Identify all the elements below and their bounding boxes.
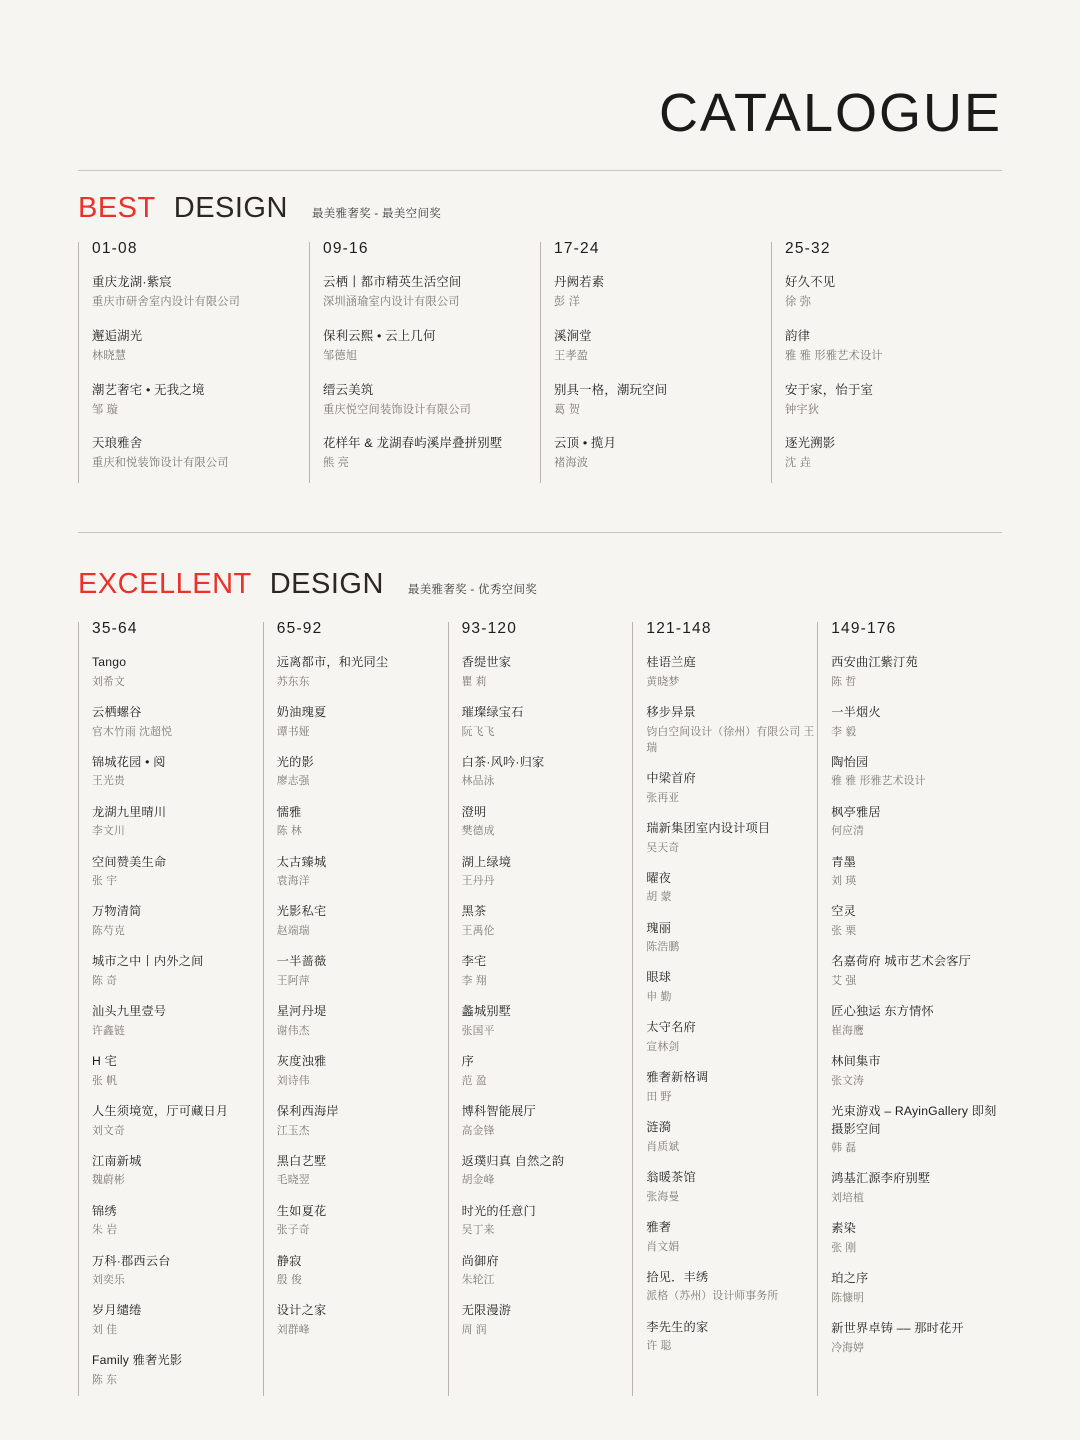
list-item [92, 1053, 263, 1089]
entry-author: 张国平 [461, 1024, 495, 1037]
entry-title: 静寂 [276, 1253, 302, 1268]
divider-top [78, 170, 1002, 171]
entry-title: 移步异景 [646, 704, 696, 719]
entry-author: 赵端瑞 [276, 925, 310, 938]
list-item [831, 804, 1002, 840]
entry-author: 王孝盈 [554, 349, 589, 362]
entry-author: 官木竹雨 沈超悦 [92, 725, 173, 738]
list-item [323, 274, 540, 311]
entry-title: 好久不见 [785, 275, 836, 289]
entry-title: 星河丹堤 [276, 1004, 327, 1019]
entry-title: 云栖螺谷 [92, 704, 142, 719]
entry-author: 张再亚 [646, 791, 680, 804]
list-item [462, 903, 633, 939]
entry-title: Tango [92, 655, 127, 669]
list-item [831, 903, 1002, 939]
list-item [831, 1053, 1002, 1089]
entry-author: 樊德成 [461, 825, 495, 838]
entry-author: 廖志强 [276, 775, 310, 788]
list-item [785, 328, 1002, 365]
entry-title: 韵律 [785, 328, 811, 343]
list-item [646, 1219, 817, 1255]
section-subtitle-best: 最美雅奢奖 - 最美空间奖 [311, 208, 442, 220]
list-item [277, 1053, 448, 1089]
list-item [277, 754, 448, 790]
entry-title: 太守名府 [646, 1020, 696, 1035]
entry-title: 青墨 [831, 854, 856, 869]
entry-author: 陈 东 [92, 1373, 118, 1386]
list-item [646, 1169, 817, 1205]
list-item [277, 953, 448, 989]
list-item [831, 1103, 1002, 1157]
entry-title: 别具一格，潮玩空间 [554, 382, 668, 397]
entry-author: 宣林剑 [646, 1041, 680, 1053]
list-item [831, 754, 1002, 790]
list-item [462, 754, 633, 790]
list-item [554, 435, 771, 472]
entry-title: 瑰丽 [646, 920, 672, 935]
entry-author: 张 栗 [831, 925, 857, 938]
list-item [462, 704, 633, 740]
list-item [277, 1302, 448, 1338]
entry-title: 设计之家 [276, 1303, 327, 1318]
page-title: CATALOGUE [658, 83, 1002, 143]
list-item [323, 435, 540, 472]
list-item [462, 804, 633, 840]
list-item [831, 854, 1002, 890]
excellent-design-columns [78, 620, 1002, 1402]
entry-author: 毛晓翌 [276, 1174, 310, 1187]
entry-author: 胡 蒙 [646, 891, 672, 904]
entry-title: 无限漫游 [461, 1303, 512, 1318]
entry-title: 丹阙若素 [554, 275, 605, 289]
entry-author: 林晓慧 [92, 349, 127, 362]
entry-author: 高金锋 [461, 1124, 495, 1137]
list-item [462, 1103, 633, 1139]
entry-author: 陈 林 [276, 825, 302, 838]
entry-author: 田 野 [646, 1090, 672, 1103]
entry-author: 重庆市研舍室内设计有限公司 [92, 295, 241, 308]
entry-author: 葛 贺 [554, 403, 581, 416]
entry-author: 钟宇狄 [785, 403, 820, 416]
list-item [92, 435, 309, 472]
entry-title: 林间集市 [831, 1054, 881, 1068]
list-item [785, 274, 1002, 311]
list-item [554, 328, 771, 365]
list-item [831, 953, 1002, 989]
entry-author: 袁海洋 [276, 875, 310, 888]
entry-title: Family 雅奢光影 [92, 1353, 183, 1368]
list-item [831, 654, 1002, 690]
entry-title: 序 [461, 1054, 474, 1068]
entry-author: 阮飞飞 [461, 725, 495, 738]
column-range: 93-120 [461, 620, 518, 637]
entry-author: 刘群峰 [276, 1324, 310, 1337]
entry-title: 锦城花园 • 阅 [92, 754, 166, 769]
list-item [92, 804, 263, 840]
entry-author: 派格（苏州）设计师事务所 [646, 1290, 779, 1303]
list-item [92, 704, 263, 740]
entry-title: 光束游戏 – RAyinGallery 即刻摄影空间 [831, 1103, 997, 1136]
entry-title: 雅奢 [646, 1219, 672, 1234]
column-09-16 [309, 240, 540, 489]
section-subtitle-excellent: 最美雅奢奖 - 优秀空间奖 [407, 584, 538, 596]
list-item [646, 654, 817, 690]
entry-author: 韩 磊 [831, 1142, 857, 1155]
entry-title: 枫亭雅居 [831, 804, 881, 819]
list-item [831, 704, 1002, 740]
list-item [92, 1153, 263, 1189]
section-word-design: DESIGN [173, 192, 288, 224]
entry-title: 瑞新集团室内设计项目 [646, 820, 771, 835]
column-65-92 [263, 620, 448, 1402]
column-93-120 [448, 620, 633, 1402]
entry-author: 魏蔚彬 [92, 1174, 125, 1187]
list-item [831, 1170, 1002, 1206]
section-word-excellent: EXCELLENT [78, 568, 252, 600]
entry-title: 保利西海岸 [276, 1103, 339, 1118]
entry-title: 拾见．丰绣 [646, 1269, 709, 1284]
entry-author: 王禹伦 [461, 925, 495, 938]
list-item [92, 854, 263, 890]
entry-author: 江玉杰 [276, 1124, 310, 1137]
entry-author: 重庆悦空间装饰设计有限公司 [323, 403, 472, 416]
column-range: 65-92 [276, 620, 323, 637]
section-word-design: DESIGN [269, 568, 384, 600]
entry-author: 黄晓梦 [646, 675, 680, 688]
entry-title: 一半烟火 [831, 704, 881, 719]
entry-title: 李宅 [461, 954, 487, 969]
list-item [92, 953, 263, 989]
entry-title: 缙云美筑 [323, 382, 374, 397]
entry-author: 张 帆 [92, 1074, 118, 1087]
entry-title: 云顶 • 揽月 [554, 436, 617, 451]
entry-author: 李文川 [92, 825, 125, 838]
entry-title: 花样年 & 龙湖春屿溪岸叠拼别墅 [323, 436, 503, 451]
entry-author: 刘 瑛 [831, 875, 857, 888]
list-item [277, 1203, 448, 1239]
list-item [277, 903, 448, 939]
entry-title: 雅奢新格调 [646, 1070, 709, 1085]
list-item [646, 870, 817, 906]
entry-author: 陈芍克 [92, 925, 125, 938]
entry-author: 王光贵 [92, 775, 125, 788]
list-item [277, 1253, 448, 1289]
list-item [92, 1302, 263, 1338]
list-item [462, 654, 633, 690]
entry-author: 李 翔 [461, 974, 487, 987]
entry-title: 李先生的家 [646, 1319, 709, 1334]
entry-title: 保利云熙 • 云上几何 [323, 328, 436, 343]
list-item [554, 382, 771, 419]
entry-author: 林品泳 [461, 775, 495, 788]
entry-author: 何应清 [831, 825, 865, 838]
column-range: 149-176 [831, 620, 897, 637]
list-item [92, 1003, 263, 1039]
entry-title: 龙湖九里晴川 [92, 804, 167, 819]
entry-author: 瞿 莉 [461, 675, 487, 688]
entry-title: 蠡城别墅 [461, 1004, 512, 1019]
entry-author: 刘文奇 [92, 1124, 125, 1137]
entry-title: 新世界卓铸 –– 那时花开 [831, 1321, 964, 1336]
list-item [462, 953, 633, 989]
entry-author: 殷 俊 [276, 1274, 302, 1287]
entry-title: 空间赞美生命 [92, 854, 167, 869]
entry-author: 刘诗伟 [276, 1074, 310, 1087]
best-design-columns [78, 240, 1002, 489]
column-range: 25-32 [785, 240, 831, 257]
entry-title: 万科·郡西云台 [92, 1253, 171, 1268]
list-item [92, 1253, 263, 1289]
entry-title: 人生须境宽，厅可藏日月 [92, 1103, 229, 1118]
section-word-best: BEST [78, 192, 156, 224]
list-item [785, 382, 1002, 419]
entry-title: 锦绣 [92, 1203, 117, 1218]
list-item [277, 704, 448, 740]
entry-author: 深圳涵瑜室内设计有限公司 [323, 295, 460, 308]
entry-author: 刘奕乐 [92, 1274, 125, 1287]
entry-title: 时光的任意门 [461, 1203, 536, 1218]
entry-author: 彭 洋 [554, 295, 581, 308]
entry-author: 吴丁来 [461, 1224, 495, 1237]
entry-author: 钧白空间设计（徐州）有限公司 王 瑞 [646, 725, 815, 754]
entry-author: 雅 雅 形雅艺术设计 [831, 775, 926, 788]
list-item [646, 704, 817, 756]
entry-title: 珀之序 [831, 1271, 869, 1286]
list-item [277, 1153, 448, 1189]
entry-title: 灰度浊雅 [276, 1054, 327, 1068]
entry-author: 吴天奇 [646, 841, 680, 854]
entry-author: 徐 弥 [785, 295, 812, 308]
list-item [92, 754, 263, 790]
entry-title: 太古臻城 [276, 854, 327, 869]
list-item [92, 654, 263, 690]
entry-author: 艾 强 [831, 974, 857, 987]
entry-title: 返璞归真 自然之韵 [461, 1153, 565, 1168]
entry-author: 肖质斌 [646, 1140, 680, 1153]
entry-title: 湖上绿境 [461, 854, 512, 869]
list-item [277, 1003, 448, 1039]
entry-author: 邹 璇 [92, 403, 119, 416]
entry-title: 涟漪 [646, 1120, 672, 1135]
entry-title: 懦雅 [276, 804, 302, 819]
column-range: 09-16 [323, 240, 369, 257]
column-range: 17-24 [554, 240, 600, 257]
entry-title: 远离都市，和光同尘 [276, 655, 389, 669]
entry-author: 陈慷明 [831, 1291, 865, 1304]
entry-author: 陈 奇 [92, 974, 118, 987]
entry-author: 刘培植 [831, 1192, 865, 1205]
list-item [462, 854, 633, 890]
entry-author: 熊 亮 [323, 457, 350, 470]
entry-title: 岁月缱绻 [92, 1303, 142, 1318]
entry-title: 香缇世家 [461, 655, 512, 669]
list-item [462, 1153, 633, 1189]
column-25-32 [771, 240, 1002, 489]
divider-middle [78, 532, 1002, 533]
entry-author: 谢伟杰 [276, 1024, 310, 1037]
list-item [462, 1053, 633, 1089]
list-item [646, 969, 817, 1005]
entry-title: 安于家，怡于室 [785, 382, 874, 397]
list-item [92, 1203, 263, 1239]
entry-author: 胡金峰 [461, 1174, 495, 1187]
column-range: 01-08 [92, 240, 138, 257]
entry-author: 张海曼 [646, 1190, 680, 1203]
list-item [462, 1203, 633, 1239]
list-item [277, 854, 448, 890]
list-item [462, 1302, 633, 1338]
entry-title: 眼球 [646, 970, 672, 985]
entry-author: 谭书娅 [276, 725, 310, 738]
list-item [646, 1319, 817, 1355]
entry-title: 中梁首府 [646, 770, 696, 785]
entry-author: 朱 岩 [92, 1224, 118, 1237]
entry-title: 天琅雅舍 [92, 436, 143, 451]
entry-author: 邹德旭 [323, 349, 358, 362]
entry-author: 朱轮江 [461, 1274, 495, 1287]
entry-author: 申 勤 [646, 991, 672, 1004]
entry-author: 崔海鹰 [831, 1024, 865, 1037]
entry-author: 张 宇 [92, 875, 118, 888]
list-item [831, 1220, 1002, 1256]
entry-title: 白茶·风吟·归家 [461, 754, 545, 769]
entry-title: 空灵 [831, 904, 856, 919]
entry-title: 曜夜 [646, 870, 672, 885]
list-item [646, 770, 817, 806]
entry-author: 许鑫链 [92, 1024, 125, 1037]
entry-title: 西安曲江紫汀苑 [831, 655, 918, 669]
list-item [92, 1352, 263, 1388]
entry-title: 云栖丨都市精英生活空间 [323, 275, 462, 289]
entry-title: 博科智能展厅 [461, 1103, 536, 1118]
entry-title: 光影私宅 [276, 904, 327, 919]
entry-title: 素染 [831, 1221, 856, 1236]
list-item [831, 1320, 1002, 1356]
entry-title: 璀璨绿宝石 [461, 704, 524, 719]
list-item [92, 1103, 263, 1139]
entry-author: 张 刚 [831, 1242, 857, 1254]
entry-title: 生如夏花 [276, 1203, 327, 1218]
entry-title: 邂逅湖光 [92, 328, 143, 343]
entry-author: 范 盈 [461, 1074, 487, 1087]
entry-author: 李 毅 [831, 725, 857, 738]
list-item [646, 1269, 817, 1305]
column-range: 121-148 [646, 620, 712, 637]
entry-author: 冷海婷 [831, 1341, 865, 1354]
section-heading-excellent-design [78, 568, 537, 601]
entry-author: 刘 佳 [92, 1324, 118, 1337]
column-35-64 [78, 620, 263, 1402]
entry-title: 黑茶 [461, 904, 487, 919]
list-item [277, 1103, 448, 1139]
column-17-24 [540, 240, 771, 489]
list-item [646, 820, 817, 856]
entry-title: 重庆龙湖·紫宸 [92, 275, 172, 289]
column-149-176 [817, 620, 1002, 1402]
column-range: 35-64 [92, 620, 138, 637]
entry-title: 万物清简 [92, 904, 142, 919]
entry-title: 鸿基汇源李府别墅 [831, 1171, 931, 1186]
entry-title: 汕头九里壹号 [92, 1004, 167, 1019]
entry-title: 逐光溯影 [785, 436, 836, 451]
entry-title: 一半蔷薇 [276, 954, 327, 969]
list-item [92, 382, 309, 419]
list-item [646, 1119, 817, 1155]
entry-author: 王丹丹 [461, 875, 495, 888]
list-item [646, 1019, 817, 1055]
entry-title: 名嘉荷府 城市艺术会客厅 [831, 954, 972, 969]
section-heading-best-design [78, 192, 441, 225]
entry-title: 光的影 [276, 754, 314, 769]
column-121-148 [632, 620, 817, 1402]
entry-title: 尚御府 [461, 1253, 499, 1268]
list-item [323, 382, 540, 419]
entry-title: 江南新城 [92, 1153, 142, 1168]
list-item [785, 435, 1002, 472]
list-item [277, 804, 448, 840]
entry-title: 翁暖茶馆 [646, 1169, 696, 1184]
entry-author: 肖文娟 [646, 1240, 680, 1253]
entry-author: 周 润 [461, 1324, 487, 1337]
entry-author: 陈浩鹏 [646, 941, 680, 954]
entry-author: 陈 哲 [831, 675, 857, 688]
list-item [831, 1003, 1002, 1039]
entry-title: 黑白艺墅 [276, 1153, 327, 1168]
entry-author: 张子奇 [276, 1224, 310, 1237]
entry-author: 王阿萍 [276, 974, 310, 987]
entry-title: 溪涧堂 [554, 328, 592, 343]
entry-author: 刘希文 [92, 675, 125, 688]
column-01-08 [78, 240, 309, 489]
entry-author: 雅 雅 形雅艺术设计 [785, 349, 883, 362]
list-item [462, 1253, 633, 1289]
entry-title: 桂语兰庭 [646, 655, 696, 669]
entry-title: 潮艺奢宅 • 无我之境 [92, 382, 205, 397]
entry-title: 陶怡园 [831, 754, 869, 769]
list-item [554, 274, 771, 311]
list-item [831, 1270, 1002, 1306]
list-item [646, 920, 817, 956]
entry-author: 许 聪 [646, 1340, 672, 1353]
list-item [92, 274, 309, 311]
entry-author: 苏东东 [276, 675, 310, 688]
list-item [646, 1069, 817, 1105]
list-item [277, 654, 448, 690]
entry-title: 奶油瑰夏 [276, 704, 327, 719]
entry-author: 张文涛 [831, 1074, 865, 1087]
list-item [462, 1003, 633, 1039]
entry-author: 褚海波 [554, 457, 589, 470]
list-item [92, 903, 263, 939]
entry-author: 沈 垚 [785, 457, 812, 470]
entry-title: 澄明 [461, 804, 487, 819]
entry-title: H 宅 [92, 1054, 117, 1068]
entry-author: 重庆和悦装饰设计有限公司 [92, 457, 229, 470]
list-item [323, 328, 540, 365]
list-item [92, 328, 309, 365]
entry-title: 城市之中丨内外之间 [92, 954, 204, 969]
entry-title: 匠心独运 东方情怀 [831, 1004, 934, 1019]
